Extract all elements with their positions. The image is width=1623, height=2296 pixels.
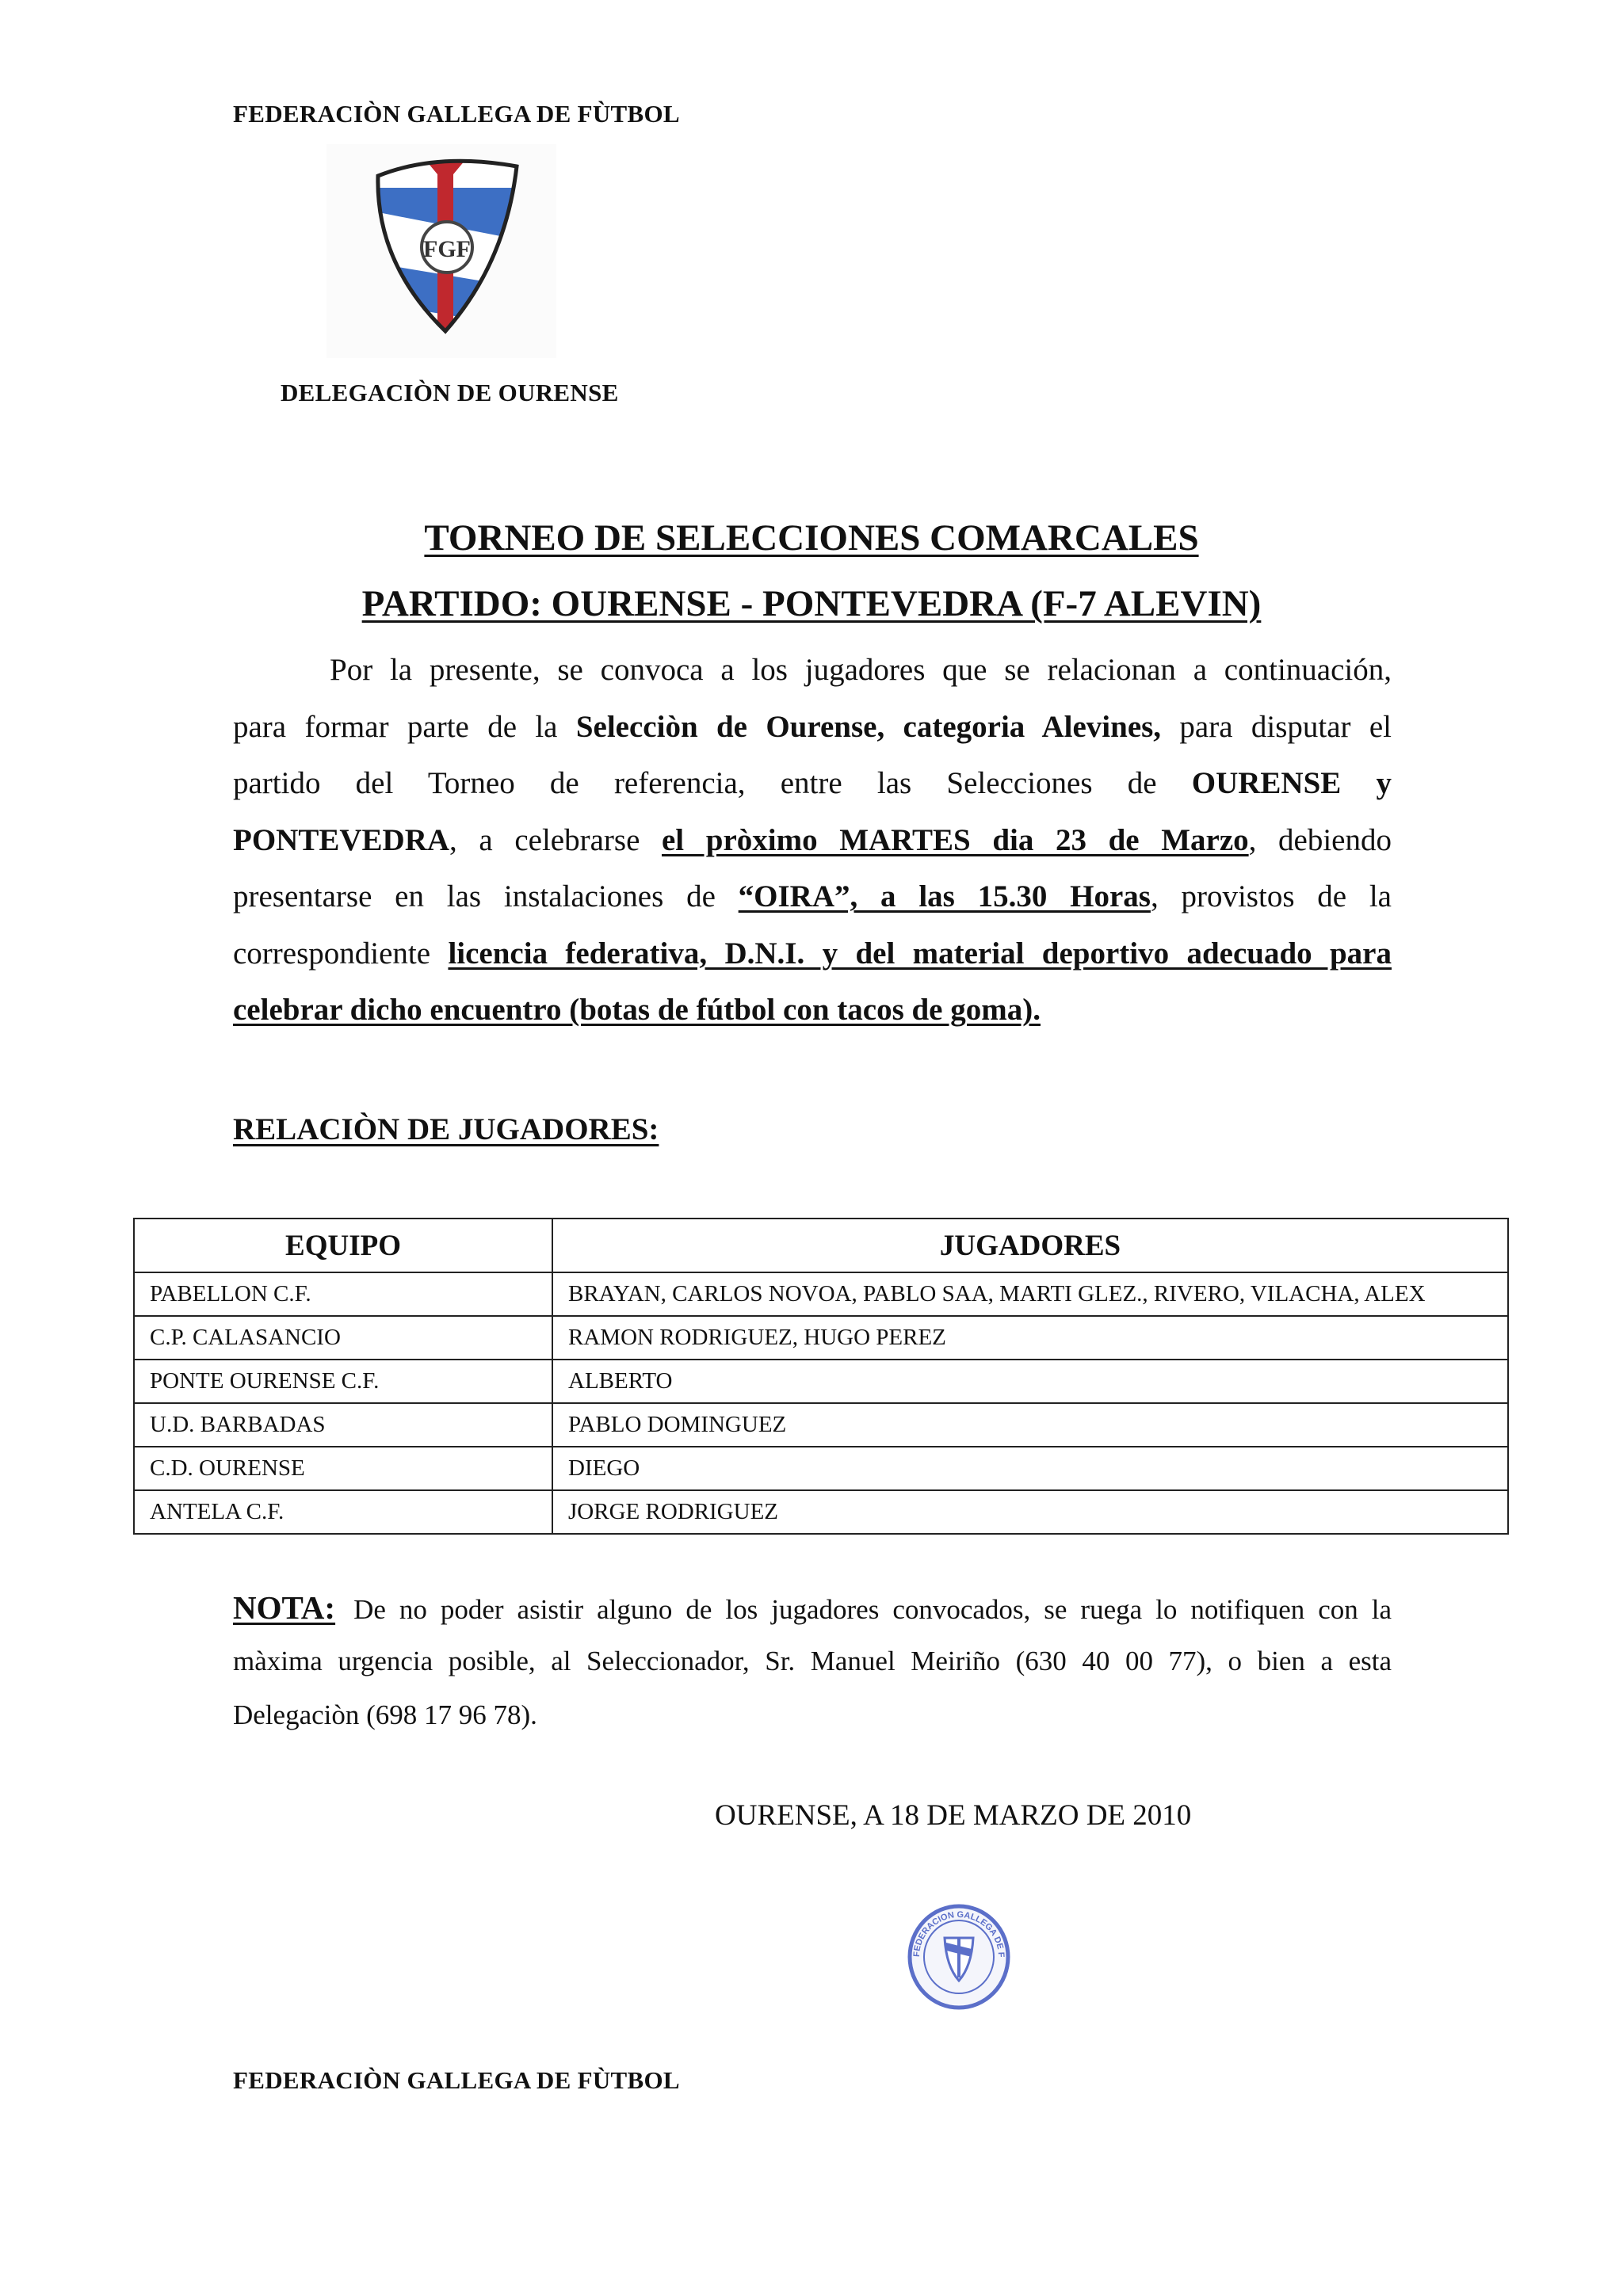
delegation-header: DELEGACIÒN DE OURENSE	[281, 379, 619, 406]
fgf-logo	[327, 144, 556, 358]
official-stamp	[902, 1901, 1016, 2012]
column-header-team: EQUIPO	[134, 1219, 552, 1272]
team-cell: PONTE OURENSE C.F.	[134, 1360, 552, 1403]
team-cell: C.D. OURENSE	[134, 1447, 552, 1490]
nota-line: NOTA: De no poder asistir alguno de los jugadores convocados, se ruega lo notifiquen con la	[233, 1589, 1392, 1626]
players-table	[133, 1218, 1509, 1535]
players-cell: DIEGO	[552, 1447, 1508, 1490]
nota-line: màxima urgencia posible, al Seleccionador, Sr. Manuel Meiriño (630 40 00 77), o bien a esta	[233, 1646, 1392, 1676]
team-cell: ANTELA C.F.	[134, 1490, 552, 1534]
stamp-seal-icon	[902, 1901, 1016, 2012]
table-row	[134, 1316, 1508, 1360]
team-cell: PABELLON C.F.	[134, 1272, 552, 1316]
svg-text:FGF: FGF	[423, 236, 471, 262]
paragraph-line: PONTEVEDRA, a celebrarse el pròximo MARTES dia 23 de Marzo, debiendo	[233, 822, 1392, 857]
players-cell: RAMON RODRIGUEZ, HUGO PEREZ	[552, 1316, 1508, 1360]
svg-text:FEDERACION GALLEGA DE FUTBOL ·: FEDERACION GALLEGA DE F	[911, 1909, 1006, 1958]
nota-label: NOTA:	[233, 1589, 336, 1626]
table-row	[134, 1490, 1508, 1534]
match-title: PARTIDO: OURENSE - PONTEVEDRA (F-7 ALEVIN)	[361, 583, 1262, 624]
convocation-paragraph	[233, 642, 1392, 1039]
table-row	[134, 1360, 1508, 1403]
paragraph-line: Por la presente, se convoca a los jugadores que se relacionan a continuación,	[330, 653, 1392, 687]
paragraph-line: correspondiente licencia federativa, D.N.I. y del material deportivo adecuado para	[233, 936, 1392, 971]
table-row	[134, 1447, 1508, 1490]
players-cell: ALBERTO	[552, 1360, 1508, 1403]
players-cell: JORGE RODRIGUEZ	[552, 1490, 1508, 1534]
nota-block	[233, 1581, 1392, 1742]
table-row	[134, 1272, 1508, 1316]
paragraph-line: partido del Torneo de referencia, entre las Selecciones de OURENSE y	[233, 766, 1392, 800]
federation-footer: FEDERACIÒN GALLEGA DE FÙTBOL	[233, 2066, 680, 2094]
table-header-row	[134, 1219, 1508, 1272]
players-heading: RELACIÒN DE JUGADORES:	[233, 1112, 659, 1146]
fgf-shield-icon	[327, 144, 556, 358]
nota-line: Delegaciòn (698 17 96 78).	[233, 1699, 537, 1730]
federation-header: FEDERACIÒN GALLEGA DE FÙTBOL	[233, 100, 680, 128]
team-cell: U.D. BARBADAS	[134, 1403, 552, 1447]
paragraph-line: presentarse en las instalaciones de “OIRA”, a las 15.30 Horas, provistos de la	[233, 879, 1392, 913]
players-cell: BRAYAN, CARLOS NOVOA, PABLO SAA, MARTI GLEZ., RIVERO, VILACHA, ALEX	[552, 1272, 1508, 1316]
date-line: OURENSE, A 18 DE MARZO DE 2010	[715, 1799, 1192, 1832]
page-title: TORNEO DE SELECCIONES COMARCALES	[424, 517, 1199, 559]
table-row	[134, 1403, 1508, 1447]
team-cell: C.P. CALASANCIO	[134, 1316, 552, 1360]
paragraph-line: celebrar dicho encuentro (botas de fútbol con tacos de goma).	[233, 993, 1041, 1027]
paragraph-line: para formar parte de la Selecciòn de Ourense, categoria Alevines, para disputar el	[233, 709, 1392, 744]
column-header-players: JUGADORES	[552, 1219, 1508, 1272]
players-cell: PABLO DOMINGUEZ	[552, 1403, 1508, 1447]
